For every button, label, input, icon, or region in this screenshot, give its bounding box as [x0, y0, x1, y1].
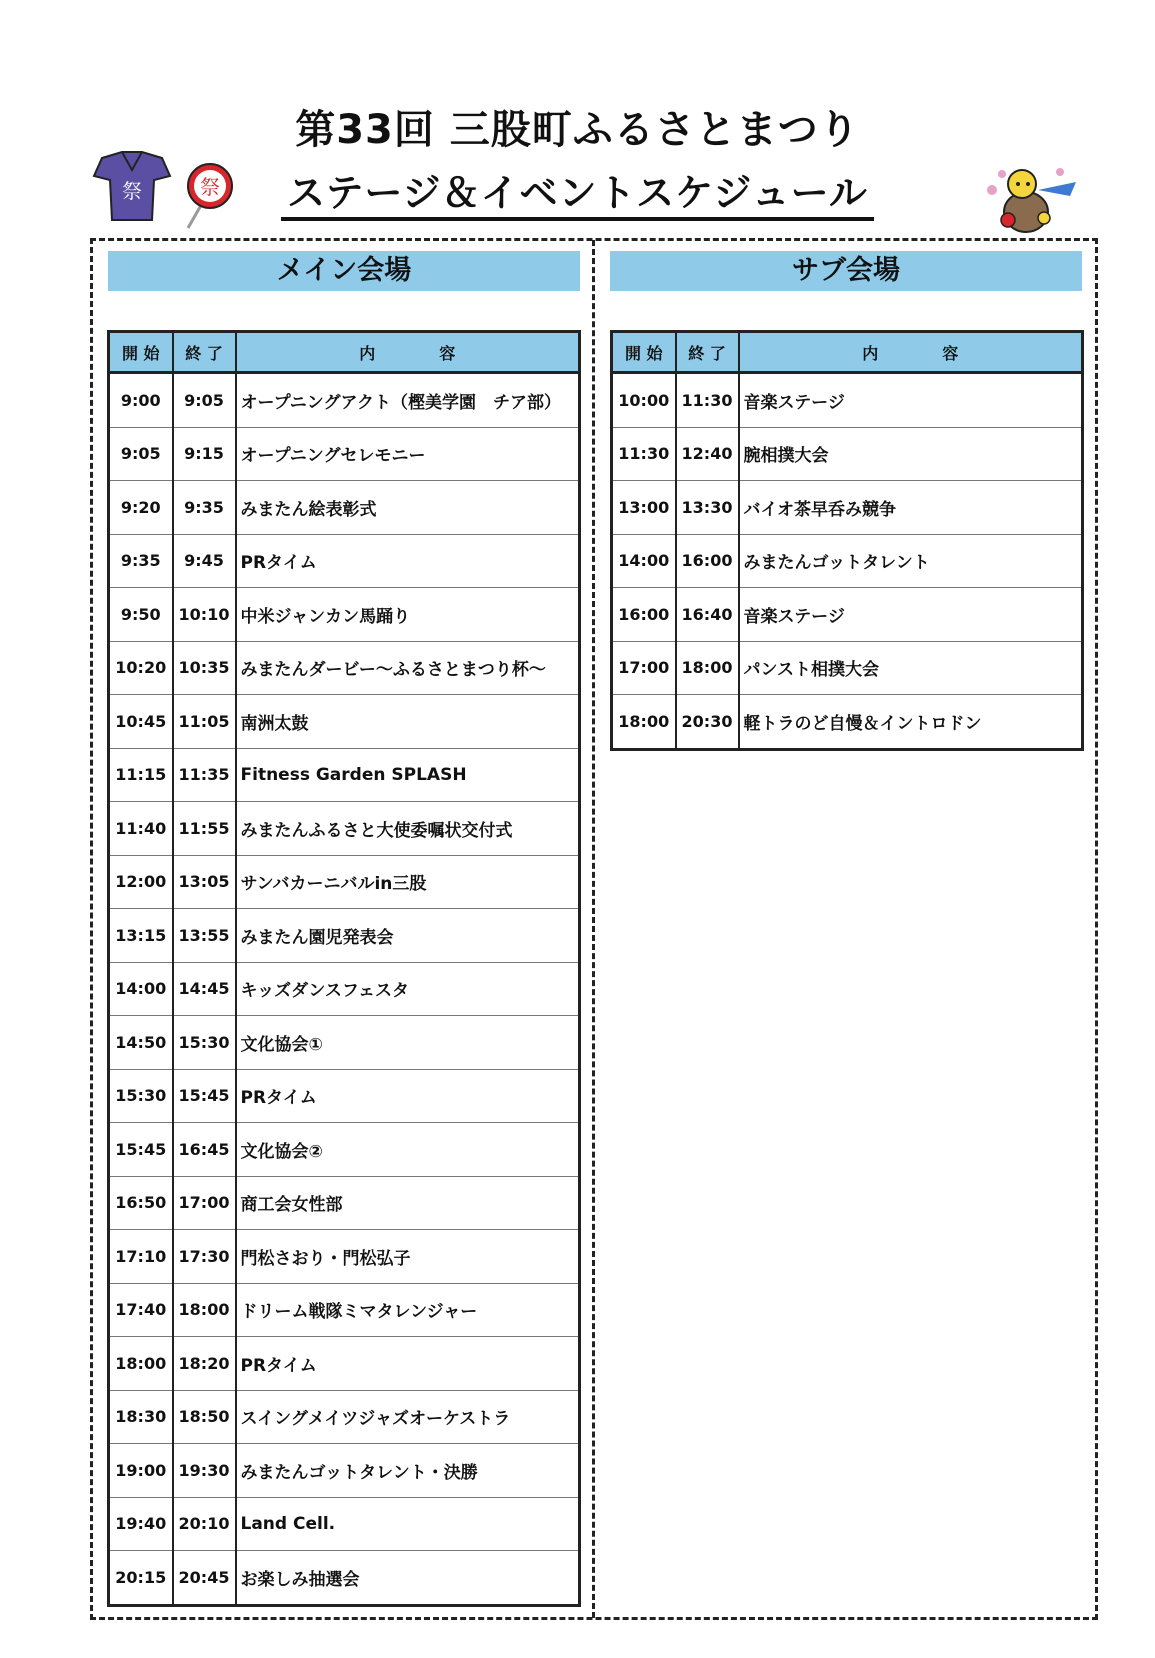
start-time-cell: 14:00 [109, 962, 173, 1016]
table-row [109, 481, 580, 535]
end-time-cell: 12:40 [676, 427, 739, 481]
end-time-cell: 20:10 [173, 1497, 236, 1551]
end-time-cell: 11:30 [676, 373, 739, 428]
event-content-cell: オープニングアクト（樫美学園 チア部） [236, 373, 580, 428]
column-header-start: 開 始 [109, 332, 173, 373]
end-time-cell: 11:35 [173, 748, 236, 802]
event-content-cell: ドリーム戦隊ミマタレンジャー [236, 1283, 580, 1337]
end-time-cell: 9:35 [173, 481, 236, 535]
event-content-cell: 文化協会② [236, 1123, 580, 1177]
event-content-cell: 音楽ステージ [739, 373, 1083, 428]
event-content-cell: PRタイム [236, 1069, 580, 1123]
fan-glyph: 祭 [200, 175, 220, 199]
end-time-cell: 11:55 [173, 802, 236, 856]
table-row [109, 588, 580, 642]
end-time-cell: 16:40 [676, 588, 739, 642]
end-time-cell: 18:00 [173, 1283, 236, 1337]
end-time-cell: 13:55 [173, 909, 236, 963]
start-time-cell: 20:15 [109, 1551, 173, 1606]
main-venue-title: メイン会場 [108, 251, 580, 291]
sub-venue-title: サブ会場 [610, 251, 1082, 291]
end-time-cell: 16:45 [173, 1123, 236, 1177]
event-content-cell: パンスト相撲大会 [739, 641, 1083, 695]
end-time-cell: 11:05 [173, 695, 236, 749]
event-content-cell: 門松さおり・門松弘子 [236, 1230, 580, 1284]
event-content-cell: バイオ茶早呑み競争 [739, 481, 1083, 535]
column-header-end: 終 了 [676, 332, 739, 373]
start-time-cell: 17:00 [612, 641, 676, 695]
end-time-cell: 13:30 [676, 481, 739, 535]
end-time-cell: 13:05 [173, 855, 236, 909]
start-time-cell: 13:15 [109, 909, 173, 963]
table-row [109, 802, 580, 856]
start-time-cell: 9:00 [109, 373, 173, 428]
table-row [109, 1230, 580, 1284]
start-time-cell: 11:30 [612, 427, 676, 481]
end-time-cell: 19:30 [173, 1444, 236, 1498]
start-time-cell: 10:45 [109, 695, 173, 749]
table-row [109, 1069, 580, 1123]
table-row [612, 588, 1083, 642]
event-content-cell: みまたんゴットタレント・決勝 [236, 1444, 580, 1498]
event-content-cell: お楽しみ抽選会 [240, 1569, 360, 1590]
table-row [109, 1337, 580, 1391]
main-venue-schedule-table [107, 330, 581, 1607]
table-row [109, 534, 580, 588]
table-row [109, 1016, 580, 1070]
table-row [109, 1283, 580, 1337]
uchiwa-fan-icon [178, 160, 238, 230]
end-time-cell: 17:00 [173, 1176, 236, 1230]
start-time-cell: 18:00 [109, 1337, 173, 1391]
happi-glyph: 祭 [122, 179, 142, 203]
happi-coat-icon [92, 150, 172, 222]
start-time-cell: 16:00 [612, 588, 676, 642]
start-time-cell: 14:50 [109, 1016, 173, 1070]
subtitle-text: ステージ＆イベントスケジュール [281, 171, 874, 221]
table-row [109, 373, 580, 428]
column-header-end: 終 了 [173, 332, 236, 373]
start-time-cell: 18:30 [109, 1390, 173, 1444]
event-content-cell: スイングメイツジャズオーケストラ [236, 1390, 580, 1444]
table-row [109, 855, 580, 909]
table-row [109, 641, 580, 695]
end-time-cell: 10:35 [173, 641, 236, 695]
table-row [612, 534, 1083, 588]
page-title: 第33回 三股町ふるさとまつり [295, 107, 860, 153]
table-row [612, 481, 1083, 535]
event-content-cell: Land Cell. [236, 1497, 580, 1551]
start-time-cell: 11:15 [109, 748, 173, 802]
end-time-cell: 9:45 [173, 534, 236, 588]
event-content-cell: 文化協会① [236, 1016, 580, 1070]
event-content-cell: Fitness Garden SPLASH [236, 748, 580, 802]
start-time-cell: 19:40 [109, 1497, 173, 1551]
end-time-cell: 18:20 [173, 1337, 236, 1391]
table-row [109, 695, 580, 749]
start-time-cell: 9:35 [109, 534, 173, 588]
event-content-cell: みまたん絵表彰式 [236, 481, 580, 535]
table-row [109, 1176, 580, 1230]
start-time-cell: 9:05 [109, 427, 173, 481]
start-time-cell: 13:00 [612, 481, 676, 535]
end-time-cell: 17:30 [173, 1230, 236, 1284]
end-time-cell: 10:10 [173, 588, 236, 642]
start-time-cell: 15:45 [109, 1123, 173, 1177]
table-row [612, 373, 1083, 428]
table-row [109, 748, 580, 802]
start-time-cell: 10:20 [109, 641, 173, 695]
table-row [109, 962, 580, 1016]
event-content-cell: 軽トラのど自慢＆イントロドン [743, 713, 982, 734]
mascot-character-icon [978, 160, 1078, 238]
end-time-cell: 20:30 [676, 695, 739, 750]
start-time-cell: 19:00 [109, 1444, 173, 1498]
event-content-cell: 音楽ステージ [739, 588, 1083, 642]
table-row [109, 427, 580, 481]
start-time-cell: 9:20 [109, 481, 173, 535]
event-content-cell: PRタイム [236, 534, 580, 588]
start-time-cell: 17:10 [109, 1230, 173, 1284]
table-row [109, 1551, 580, 1606]
end-time-cell: 15:30 [173, 1016, 236, 1070]
table-row [612, 695, 1083, 750]
table-row [612, 427, 1083, 481]
table-row [109, 1390, 580, 1444]
column-header-content: 内 容 [236, 332, 580, 373]
column-header-start: 開 始 [612, 332, 676, 373]
table-header-row [612, 332, 1083, 373]
table-row [109, 1123, 580, 1177]
start-time-cell: 10:00 [612, 373, 676, 428]
table-row [109, 1444, 580, 1498]
event-content-cell: 商工会女性部 [236, 1176, 580, 1230]
event-content-cell: PRタイム [236, 1337, 580, 1391]
start-time-cell: 15:30 [109, 1069, 173, 1123]
event-content-cell: みまたん園児発表会 [236, 909, 580, 963]
start-time-cell: 12:00 [109, 855, 173, 909]
event-content-cell: キッズダンスフェスタ [236, 962, 580, 1016]
event-content-cell: オープニングセレモニー [236, 427, 580, 481]
venue-divider [592, 240, 595, 1618]
end-time-cell: 9:15 [173, 427, 236, 481]
end-time-cell: 9:05 [173, 373, 236, 428]
end-time-cell: 18:00 [676, 641, 739, 695]
table-header-row [109, 332, 580, 373]
event-content-cell: 南洲太鼓 [236, 695, 580, 749]
table-row [612, 641, 1083, 695]
event-content-cell: サンバカーニバルin三股 [236, 855, 580, 909]
start-time-cell: 11:40 [109, 802, 173, 856]
event-content-cell: みまたんダービー～ふるさとまつり杯～ [236, 641, 580, 695]
event-content-cell: みまたんふるさと大使委嘱状交付式 [236, 802, 580, 856]
start-time-cell: 17:40 [109, 1283, 173, 1337]
column-header-content: 内 容 [739, 332, 1083, 373]
end-time-cell: 15:45 [173, 1069, 236, 1123]
table-row [109, 909, 580, 963]
end-time-cell: 14:45 [173, 962, 236, 1016]
start-time-cell: 16:50 [109, 1176, 173, 1230]
end-time-cell: 20:45 [173, 1551, 236, 1606]
start-time-cell: 14:00 [612, 534, 676, 588]
event-content-cell: 中米ジャンカン馬踊り [236, 588, 580, 642]
table-row [109, 1497, 580, 1551]
end-time-cell: 16:00 [676, 534, 739, 588]
event-content-cell: 腕相撲大会 [739, 427, 1083, 481]
sub-venue-schedule-table [610, 330, 1084, 751]
end-time-cell: 18:50 [173, 1390, 236, 1444]
start-time-cell: 9:50 [109, 588, 173, 642]
event-content-cell: みまたんゴットタレント [739, 534, 1083, 588]
start-time-cell: 18:00 [612, 695, 676, 750]
